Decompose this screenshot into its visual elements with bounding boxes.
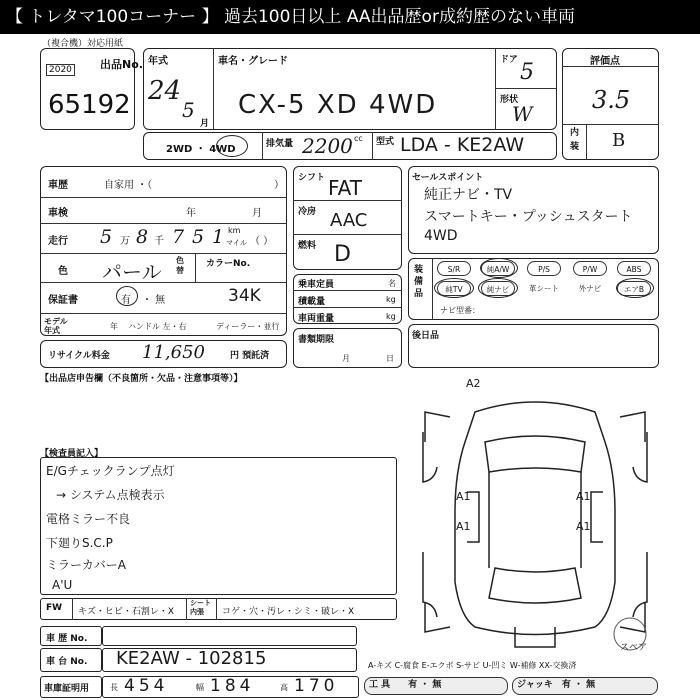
equip-airbag-circle	[616, 278, 654, 298]
fuel-label: 燃料	[298, 241, 317, 251]
car-name-label: 車名・グレード	[218, 56, 288, 67]
drive-label: 2WD ・ 4WD	[166, 144, 236, 155]
equip-alloy: 純A/W	[481, 261, 515, 276]
shift-value: FAT	[328, 176, 363, 200]
interior-label: 内装	[570, 128, 580, 152]
mileage-sen-unit: 千	[154, 236, 164, 247]
displacement-value: 2200	[302, 134, 353, 158]
color-value: パール	[102, 260, 162, 284]
report-label: 【出品店申告欄（不良箇所・欠品・注意事項等）】	[40, 374, 243, 384]
history-close: ）	[274, 180, 284, 191]
fw-label: FW	[46, 603, 63, 613]
mileage-digit-4: 1	[212, 226, 225, 248]
navi-label: ナビ型番：	[440, 306, 480, 315]
cert-length: 454	[124, 676, 169, 696]
equip-tv: 純TV	[437, 281, 471, 296]
inspector-line-2: → システム点検表示	[56, 488, 165, 502]
seat-damage: コゲ・穴・汚レ・シミ・破レ・X	[222, 607, 355, 617]
year-value: 24	[148, 76, 182, 106]
lot-label: 出品No.	[100, 58, 143, 71]
cert-label: 車庫証明用	[44, 684, 90, 694]
mileage-man: 5	[100, 226, 113, 248]
dealer-label: ディーラー・並行	[216, 322, 280, 331]
doors-label: ドア	[500, 55, 518, 65]
inspector-line-4: 下廻りS.C.P	[46, 536, 113, 550]
tools-pill	[364, 677, 508, 695]
cert-unit-width: 幅	[196, 683, 204, 692]
registration-label: 書類期限	[298, 335, 335, 345]
inspection-label: 車検	[48, 208, 68, 219]
tax-no-label: 車 歴 No.	[46, 634, 88, 644]
registration-month-unit: 月	[342, 354, 350, 363]
shift-label: シフト	[298, 173, 326, 183]
model-code-label: 型式	[376, 137, 395, 147]
equip-leather: 革シート	[527, 281, 561, 296]
mileage-digit-3: 5	[192, 226, 205, 248]
equip-tv-circle	[434, 278, 474, 298]
cert-width: 184	[210, 676, 255, 696]
inspector-line-3: 電格ミラー不良	[46, 512, 131, 526]
post-fit-label: 後日品	[412, 331, 440, 341]
spare-label: スペア	[620, 643, 648, 653]
equip-alloy-circle	[480, 258, 518, 278]
damage-legend: A-キズ C-腐食 E-エクボ S-サビ U-凹ミ W-補修 XX-交換済	[368, 661, 577, 670]
recycle-value: 11,650	[142, 342, 205, 363]
mileage-unit-top: km	[228, 226, 241, 235]
mileage-digit-2: 7	[172, 226, 185, 248]
model-year-unit: 年	[110, 322, 118, 331]
color-code-label: カラーNo.	[206, 259, 251, 269]
inspector-line-1: E/Gチェックランプ点灯	[46, 464, 175, 478]
inspector-label: 【検査員記入】	[40, 449, 104, 459]
seat-label: シート 内張	[190, 599, 211, 616]
header-banner	[0, 0, 700, 34]
body-shape-value: W	[512, 102, 533, 126]
inspector-line-5: ミラーカバーA	[46, 558, 126, 572]
sales-point-line-1: 純正ナビ・TV	[424, 187, 513, 203]
year-month: 5	[182, 98, 195, 122]
cert-unit-height: 高	[280, 683, 288, 692]
displacement-unit: cc	[354, 134, 363, 143]
weight-label: 車両重量	[298, 314, 335, 324]
warranty-yes: 有	[121, 295, 131, 306]
equip-abs: ABS	[617, 261, 651, 276]
load-unit: kg	[386, 295, 396, 304]
equip-airbag: エアB	[617, 281, 651, 296]
history-label: 車歴	[48, 180, 68, 191]
info-box	[40, 166, 287, 336]
mileage-paren: （ ）	[250, 236, 274, 247]
damage-mark-front: A2	[466, 377, 481, 390]
interior-value: B	[612, 130, 626, 151]
color-swap-label: 色替	[176, 256, 184, 275]
damage-mark-right-1: A1	[576, 490, 591, 503]
recycle-label: リサイクル料金	[48, 351, 110, 361]
sales-point-label: セールスポイント	[412, 173, 484, 183]
tax-no-value-box	[102, 626, 357, 646]
displacement-label: 排気量	[266, 139, 294, 149]
aircon-value: AAC	[330, 210, 368, 231]
weight-unit: kg	[386, 312, 396, 321]
equip-navi-circle	[478, 278, 518, 298]
capacity-label: 乗車定員	[298, 280, 335, 290]
sub-note: （複合機）対応用紙	[42, 39, 124, 49]
inspection-year-unit: 年	[186, 208, 196, 219]
equip-ps: P/S	[527, 261, 561, 276]
recycle-unit: 円 預託済	[230, 351, 270, 361]
header-title: 【 トレタマ100コーナー 】 過去100日以上 AA出品歴or成約歴のない車両	[6, 7, 575, 27]
history-value: 自家用 ・（	[104, 180, 153, 191]
lot-stamp: 2020	[46, 64, 75, 76]
jack-text: ジャッキ 有 ・ 無	[517, 680, 596, 690]
equip-pw: P/W	[573, 261, 607, 276]
jack-pill	[512, 677, 658, 695]
warranty-no: ・ 無	[142, 295, 166, 306]
mileage-unit-bottom: マイル	[226, 239, 247, 247]
fuel-value: D	[334, 242, 351, 267]
sales-point-line-2: スマートキー・プッシュスタート	[424, 209, 633, 225]
model-year-label: モデル年式	[44, 317, 68, 335]
warranty-label: 保証書	[48, 295, 78, 306]
capacity-unit: 名	[388, 279, 396, 288]
aircon-label: 冷房	[298, 207, 317, 217]
year-month-unit: 月	[200, 119, 210, 129]
inspector-line-6: A'U	[52, 578, 73, 592]
inspection-month-unit: 月	[252, 208, 262, 219]
sales-point-line-3: 4WD	[424, 228, 458, 244]
year-label: 年式	[148, 56, 168, 67]
damage-mark-left-2: A1	[456, 520, 471, 533]
handle-label: ハンドル 左・右	[128, 322, 187, 331]
equipment-label: 装備品	[414, 265, 424, 299]
mileage-digit-1: 8	[136, 226, 149, 248]
model-code-value: LDA - KE2AW	[400, 134, 525, 156]
cert-height: 170	[294, 676, 339, 696]
chassis-value: KE2AW - 102815	[116, 648, 267, 669]
fw-damage: キズ・ヒビ・石割レ・X	[78, 607, 174, 617]
color-label: 色	[58, 266, 68, 277]
car-diagram	[405, 372, 665, 662]
score-label: 評価点	[590, 56, 620, 67]
car-name-value: CX-5 XD 4WD	[238, 90, 438, 120]
score-value: 3.5	[592, 86, 631, 114]
equip-ext-navi: 外ナビ	[573, 281, 607, 296]
mileage-label: 走行	[48, 236, 68, 247]
registration-day-unit: 日	[386, 354, 394, 363]
cert-unit-length: 長	[110, 683, 118, 692]
post-fit-box	[408, 324, 659, 368]
load-label: 積載量	[298, 297, 326, 307]
body-shape-label: 形状	[500, 95, 519, 105]
equip-navi: 純ナビ	[481, 281, 515, 296]
lot-number: 65192	[48, 90, 131, 120]
warranty-code: 34K	[228, 286, 261, 306]
drive-selected-circle	[216, 135, 248, 157]
equip-sr: S/R	[437, 261, 471, 276]
tools-text: 工 具 有 ・ 無	[369, 680, 442, 690]
doors-value: 5	[520, 60, 534, 85]
mileage-man-unit: 万	[120, 236, 130, 247]
damage-mark-left-1: A1	[456, 490, 471, 503]
damage-mark-right-2: A1	[576, 520, 591, 533]
chassis-label: 車 台 No.	[46, 657, 88, 667]
